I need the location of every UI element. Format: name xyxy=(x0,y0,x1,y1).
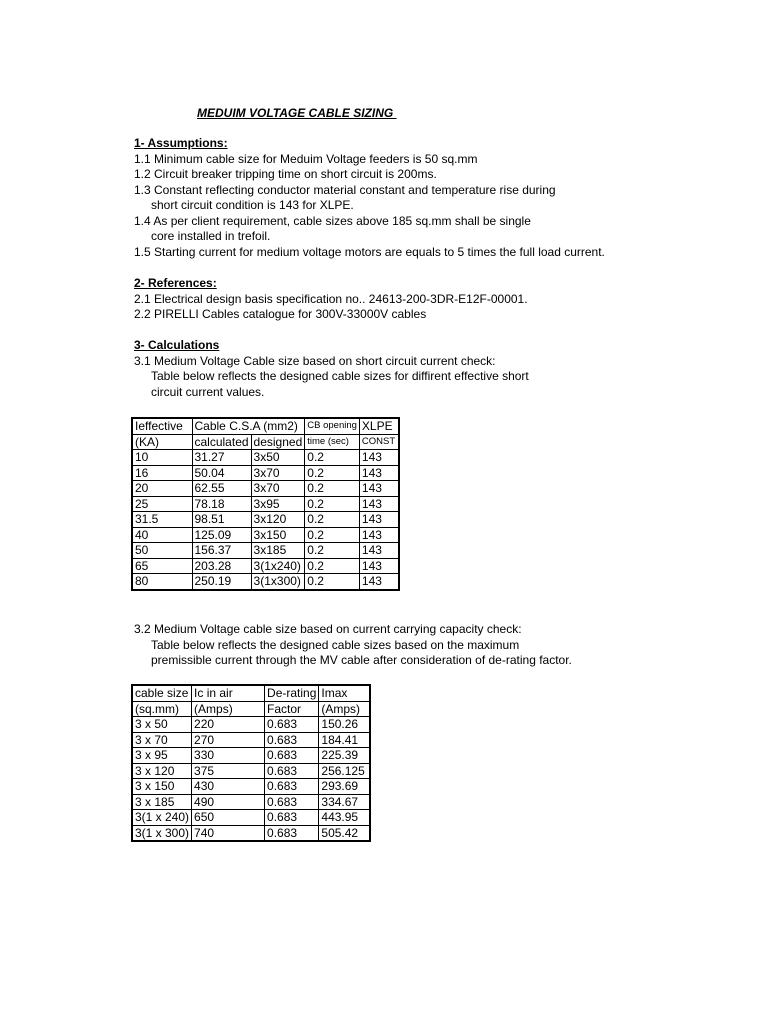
table-row xyxy=(132,748,370,764)
calc-line: 3.1 Medium Voltage Cable size based on short circuit current check: xyxy=(134,353,496,368)
header-cell: Ieffective xyxy=(132,418,192,434)
calculations-heading: 3- Calculations xyxy=(134,338,220,352)
table-cell: 3(1 x 240) xyxy=(132,810,192,826)
table-cell: 3x50 xyxy=(251,450,305,466)
table-cell: 225.39 xyxy=(319,748,370,764)
table-row xyxy=(132,717,370,733)
table-cell: 650 xyxy=(192,810,265,826)
table-cell: 143 xyxy=(359,465,399,481)
table-cell: 270 xyxy=(192,732,265,748)
table-cell: 143 xyxy=(359,450,399,466)
assumption-line: 1.3 Constant reflecting conductor material constant and temperature rise during xyxy=(134,182,556,197)
calc-line: Table below reflects the designed cable sizes for diffirent effective short xyxy=(151,369,529,383)
table-cell: 0.2 xyxy=(305,543,360,559)
table-cell: 0.683 xyxy=(265,732,319,748)
calc-line: premissible current through the MV cable after consideration of de-rating factor. xyxy=(151,653,572,667)
table-cell: 0.683 xyxy=(265,825,319,841)
header-cell: XLPE xyxy=(359,418,399,434)
header-cell: (KA) xyxy=(132,434,192,450)
header-cell: CONST xyxy=(359,434,399,450)
table-cell: 40 xyxy=(132,527,192,543)
table-cell: 3x185 xyxy=(251,543,305,559)
table-cell: 3x70 xyxy=(251,465,305,481)
table-cell: 3(1x240) xyxy=(251,558,305,574)
table-cell: 10 xyxy=(132,450,192,466)
table-cell: 143 xyxy=(359,558,399,574)
assumption-line: 1.2 Circuit breaker tripping time on short circuit is 200ms. xyxy=(134,167,437,181)
table-cell: 143 xyxy=(359,496,399,512)
calc-line: 3.2 Medium Voltage cable size based on current carrying capacity check: xyxy=(134,622,522,636)
table-row xyxy=(132,763,370,779)
table-cell: 20 xyxy=(132,481,192,497)
assumption-line: short circuit condition is 143 for XLPE. xyxy=(151,198,354,212)
table-cell: 3(1 x 300) xyxy=(132,825,192,841)
table-header-row xyxy=(132,685,370,701)
table-cell: 0.2 xyxy=(305,574,360,590)
table-cell: 31.27 xyxy=(192,450,251,466)
table-cell: 143 xyxy=(359,574,399,590)
table-cell: 0.2 xyxy=(305,496,360,512)
table-row xyxy=(132,558,399,574)
table-cell: 0.2 xyxy=(305,450,360,466)
table-row xyxy=(132,810,370,826)
calc-line: Table below reflects the designed cable sizes based on the maximum xyxy=(151,637,520,652)
table-cell: 31.5 xyxy=(132,512,192,528)
header-cell: (Amps) xyxy=(319,701,370,717)
header-cell: calculated xyxy=(192,434,251,450)
calc-line: circuit current values. xyxy=(151,384,265,399)
assumption-line: 1.5 Starting current for medium voltage motors are equals to 5 times the full load current. xyxy=(134,244,605,259)
header-cell: (Amps) xyxy=(192,701,265,717)
table-cell: 78.18 xyxy=(192,496,251,512)
table-cell: 0.683 xyxy=(265,810,319,826)
table-cell: 740 xyxy=(192,825,265,841)
table-cell: 65 xyxy=(132,558,192,574)
header-cell: Cable C.S.A (mm2) xyxy=(192,418,305,434)
table-header-row xyxy=(132,434,399,450)
table-cell: 62.55 xyxy=(192,481,251,497)
table-cell: 184.41 xyxy=(319,732,370,748)
table-cell: 0.2 xyxy=(305,481,360,497)
table-header-row xyxy=(132,701,370,717)
table-cell: 3x120 xyxy=(251,512,305,528)
table-cell: 3x70 xyxy=(251,481,305,497)
table-cell: 0.2 xyxy=(305,527,360,543)
table-row xyxy=(132,794,370,810)
table-cell: 256.125 xyxy=(319,763,370,779)
document-title: MEDUIM VOLTAGE CABLE SIZING xyxy=(197,106,397,120)
assumption-line: 1.1 Minimum cable size for Meduim Voltage feeders is 50 sq.mm xyxy=(134,151,478,166)
table-cell: 505.42 xyxy=(319,825,370,841)
header-cell: Imax xyxy=(319,685,370,701)
table-cell: 0.683 xyxy=(265,748,319,764)
table-cell: 3 x 150 xyxy=(132,779,192,795)
table-cell: 3(1x300) xyxy=(251,574,305,590)
header-cell: De-rating xyxy=(265,685,319,701)
table-cell: 0.683 xyxy=(265,779,319,795)
header-cell: (sq.mm) xyxy=(132,701,192,717)
header-cell: CB opening xyxy=(305,418,360,434)
table-cell: 443.95 xyxy=(319,810,370,826)
table-cell: 0.2 xyxy=(305,465,360,481)
header-cell: Factor xyxy=(265,701,319,717)
current-capacity-table xyxy=(131,684,371,842)
table-cell: 150.26 xyxy=(319,717,370,733)
table-row xyxy=(132,543,399,559)
table-cell: 293.69 xyxy=(319,779,370,795)
table-cell: 125.09 xyxy=(192,527,251,543)
assumption-line: core installed in trefoil. xyxy=(151,229,271,243)
table-cell: 330 xyxy=(192,748,265,764)
table-cell: 250.19 xyxy=(192,574,251,590)
table-cell: 0.683 xyxy=(265,794,319,810)
assumption-line: 1.4 As per client requirement, cable sizes above 185 sq.mm shall be single xyxy=(134,213,531,228)
references-heading: 2- References: xyxy=(134,276,217,290)
table-cell: 0.683 xyxy=(265,717,319,733)
table-cell: 430 xyxy=(192,779,265,795)
reference-line: 2.1 Electrical design basis specification no.. 24613-200-3DR-E12F-00001. xyxy=(134,291,528,306)
table-cell: 80 xyxy=(132,574,192,590)
calculations-32-section xyxy=(134,622,572,669)
table-cell: 334.67 xyxy=(319,794,370,810)
table-cell: 203.28 xyxy=(192,558,251,574)
calculations-section xyxy=(134,338,529,400)
table-cell: 3x95 xyxy=(251,496,305,512)
table-cell: 3 x 50 xyxy=(132,717,192,733)
assumptions-heading: 1- Assumptions: xyxy=(134,136,228,150)
table-row xyxy=(132,732,370,748)
header-cell: designed xyxy=(251,434,305,450)
table-cell: 50.04 xyxy=(192,465,251,481)
table-cell: 143 xyxy=(359,543,399,559)
short-circuit-table xyxy=(131,417,400,591)
table-row xyxy=(132,512,399,528)
table-cell: 490 xyxy=(192,794,265,810)
table-row xyxy=(132,465,399,481)
references-section xyxy=(134,276,528,323)
table-cell: 50 xyxy=(132,543,192,559)
reference-line: 2.2 PIRELLI Cables catalogue for 300V-33000V cables xyxy=(134,307,427,321)
table-cell: 143 xyxy=(359,512,399,528)
table-cell: 220 xyxy=(192,717,265,733)
table-cell: 143 xyxy=(359,481,399,497)
table-row xyxy=(132,574,399,590)
table-cell: 156.37 xyxy=(192,543,251,559)
table-header-row xyxy=(132,418,399,434)
table-cell: 25 xyxy=(132,496,192,512)
table-cell: 0.683 xyxy=(265,763,319,779)
table-cell: 3 x 95 xyxy=(132,748,192,764)
table-cell: 3 x 70 xyxy=(132,732,192,748)
table-cell: 98.51 xyxy=(192,512,251,528)
table-cell: 0.2 xyxy=(305,558,360,574)
assumptions-section xyxy=(134,136,605,260)
table-cell: 375 xyxy=(192,763,265,779)
table-cell: 3x150 xyxy=(251,527,305,543)
header-cell: time (sec) xyxy=(305,434,360,450)
table-row xyxy=(132,779,370,795)
table-row xyxy=(132,496,399,512)
table-cell: 3 x 120 xyxy=(132,763,192,779)
table-row xyxy=(132,481,399,497)
header-cell: Ic in air xyxy=(192,685,265,701)
table-row xyxy=(132,450,399,466)
table-cell: 143 xyxy=(359,527,399,543)
header-cell: cable size xyxy=(132,685,192,701)
table-cell: 0.2 xyxy=(305,512,360,528)
table-cell: 16 xyxy=(132,465,192,481)
table-cell: 3 x 185 xyxy=(132,794,192,810)
table-row xyxy=(132,825,370,841)
table-row xyxy=(132,527,399,543)
